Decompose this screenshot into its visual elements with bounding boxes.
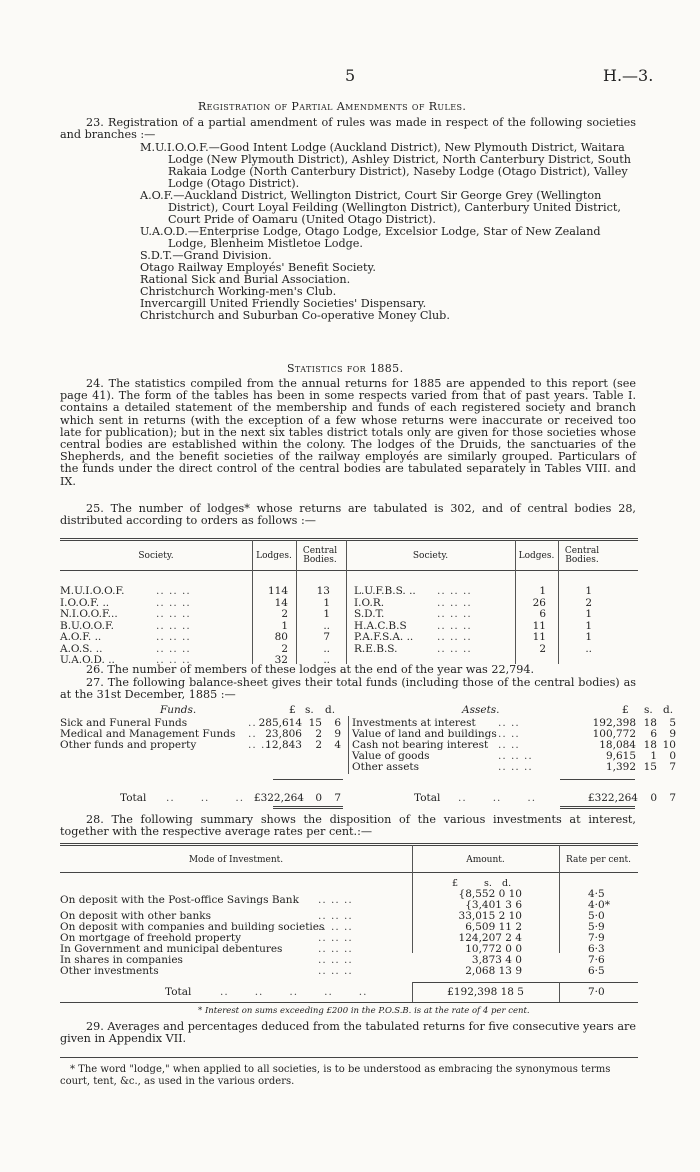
asset-label: Value of land and buildings xyxy=(352,728,497,740)
asset-shillings: 15 xyxy=(643,761,657,773)
asset-pounds: 9,615 xyxy=(605,750,636,762)
list-item: Invercargill United Friendly Societies' Dispensary. xyxy=(140,297,427,310)
central-count: 2 xyxy=(585,596,592,609)
col-mode: Mode of Investment. xyxy=(188,855,284,865)
col-rate: Rate per cent. xyxy=(565,855,632,865)
investment-mode: On deposit with the Post-office Savings Bank xyxy=(60,893,299,906)
shilling-sign: s. xyxy=(305,704,314,716)
asset-pounds: 100,772 xyxy=(592,728,636,740)
central-count: 1 xyxy=(585,619,592,632)
investment-amount: 124,207 2 4 xyxy=(458,932,522,944)
amendment-list xyxy=(140,142,636,322)
invest-note: * Interest on sums exceeding £200 in the P.O.S.B. is at the rate of 4 per cent. xyxy=(198,1006,530,1016)
central-count: .. xyxy=(323,642,330,655)
page-number: 5 xyxy=(345,66,356,85)
leader-dots: .. .. xyxy=(498,717,520,729)
investment-rate: 7·9 xyxy=(588,932,605,944)
investment-rate: 6·3 xyxy=(588,943,605,955)
asset-shillings: 18 xyxy=(643,717,657,729)
lodge-count: 14 xyxy=(274,596,288,609)
investment-amount: 3,873 4 0 xyxy=(471,954,522,966)
fund-shillings: 15 xyxy=(308,717,322,729)
pound-sign: £ xyxy=(622,704,629,716)
leader-dots: .. .. .. xyxy=(156,642,191,655)
fund-shillings: 2 xyxy=(315,739,322,751)
leader-dots: .. .. .. xyxy=(318,943,353,955)
central-count: 1 xyxy=(585,608,592,620)
society-name: L.U.F.B.S. .. xyxy=(354,585,416,597)
society-name: A.O.S. .. xyxy=(60,642,103,655)
paragraph-28: 28. The following summary shows the disposition of the various investments at interest, together with the respective average rates per cent.:— xyxy=(60,813,636,839)
leader-dots: .. .. .. xyxy=(156,631,191,643)
lodge-count: 1 xyxy=(281,619,288,632)
leader-dots: .. .. .. xyxy=(318,965,353,977)
col-society: Society. xyxy=(138,551,174,561)
fund-pence: 6 xyxy=(334,717,341,729)
paragraph-24: 24. The statistics compiled from the annual returns for 1885 are appended to this report (see page 41). The form of the tables has been in some respects varied from that of past years. Table I. contains a detailed statement of the membership and funds of each registered society and branch which sent in returns (with the exception of a few whose returns were inaccurate or received too late for publication); but in the next six tables district totals only are given for those societies whose central bodies are established within the colony. The lodges of the Druids, the sanctuaries of the Shepherds, and the benefit societies of the railway employés are similarly grouped. Particulars of the funds under the direct control of the central bodies are tabulated separately in Tables VIII. and IX. xyxy=(60,377,636,488)
col-lodges: Lodges. xyxy=(256,551,292,561)
list-item: M.U.I.O.O.F.—Good Intent Lodge (Auckland District), New Plymouth District, Waitara Lodge (New Plymouth District), Ashley District, North Canterbury District, South Rakaia Lodge (North Canterbury District), Naseby Lodge (Otago District), Valley Lodge (Otago District). xyxy=(140,141,631,190)
fund-label: Other funds and property xyxy=(60,739,197,751)
col-society: Society. xyxy=(412,551,449,561)
central-count: 1 xyxy=(323,596,330,609)
leader-dots: .. .. .. xyxy=(156,654,191,666)
lodge-count: 32 xyxy=(274,654,288,666)
investment-amount: 10,772 0 0 xyxy=(465,943,522,955)
leader-dots: .. .. .. xyxy=(318,921,353,933)
lodge-count: 11 xyxy=(532,619,546,632)
asset-shillings: 1 xyxy=(650,750,657,762)
leader-dots: .. .. .. xyxy=(437,631,472,643)
assets-heading: Assets. xyxy=(462,704,500,716)
list-item: S.D.T.—Grand Division. xyxy=(140,249,272,262)
investment-rate: 6·5 xyxy=(588,965,605,977)
society-name: I.O.R. xyxy=(354,596,385,609)
pound-sign: £ xyxy=(289,704,296,716)
investment-rate: 4·0* xyxy=(588,899,610,911)
leader-dots: .. .. .. xyxy=(498,761,533,773)
fund-pounds: 23,806 xyxy=(265,728,302,740)
pound-sign: £ xyxy=(452,878,459,889)
fund-shillings: 2 xyxy=(315,728,322,740)
society-name: U.A.O.D. .. xyxy=(60,654,115,666)
investment-mode: In Government and municipal debentures xyxy=(60,943,283,955)
assets-total-pounds: £322,264 xyxy=(587,792,638,804)
central-count: .. xyxy=(585,642,592,655)
investment-amount: 6,509 11 2 xyxy=(465,921,522,933)
pence-sign: d. xyxy=(325,704,336,716)
funds-total-pounds: £322,264 xyxy=(253,792,304,804)
central-count: .. xyxy=(323,654,330,666)
leader-dots: .. .. xyxy=(498,739,520,751)
invest-total-label: Total xyxy=(165,986,192,998)
lodge-count: 1 xyxy=(539,585,546,597)
assets-total-shillings: 0 xyxy=(650,792,657,804)
paragraph-25: 25. The number of lodges* whose returns are tabulated is 302, and of central bodies 28, distributed according to orders as follows :— xyxy=(60,502,636,528)
lodge-count: 2 xyxy=(281,642,288,655)
lodge-count: 6 xyxy=(539,608,546,620)
society-name: R.E.B.S. xyxy=(354,642,398,655)
society-name: B.U.O.O.F. xyxy=(60,619,114,632)
asset-pence: 5 xyxy=(669,717,676,729)
investment-mode: Other investments xyxy=(60,965,159,977)
society-name: I.O.O.F. .. xyxy=(60,596,110,609)
central-count: 13 xyxy=(316,585,330,597)
asset-label: Cash not bearing interest xyxy=(352,739,489,751)
asset-shillings: 18 xyxy=(643,739,657,751)
central-count: 1 xyxy=(585,631,592,643)
leader-dots: .. xyxy=(248,728,257,740)
central-count: 1 xyxy=(585,585,592,597)
investment-mode: On deposit with other banks xyxy=(60,910,212,922)
funds-total-pence: 7 xyxy=(334,792,341,804)
asset-pence: 10 xyxy=(662,739,676,751)
leader-dots: .. .. .. xyxy=(156,596,191,609)
shilling-sign: s. xyxy=(484,878,492,889)
asset-shillings: 6 xyxy=(650,728,657,740)
leader-dots: .. xyxy=(248,717,257,729)
leader-dots: .. .. .. .. .. xyxy=(220,986,368,998)
central-count: .. xyxy=(323,619,330,632)
lodge-count: 114 xyxy=(267,585,288,597)
asset-label: Other assets xyxy=(352,761,420,773)
asset-pence: 9 xyxy=(669,728,676,740)
society-name: M.U.I.O.O.F. xyxy=(60,585,125,597)
paragraph-29: 29. Averages and percentages deduced from the tabulated returns for five consecutive years are given in Appendix VII. xyxy=(60,1020,636,1046)
leader-dots: .. .. .. xyxy=(437,596,472,609)
society-name: S.D.T. xyxy=(354,608,385,620)
leader-dots: .. .. .. xyxy=(437,642,472,655)
list-item: Christchurch and Suburban Co-operative Money Club. xyxy=(140,309,450,322)
funds-heading: Funds. xyxy=(160,704,197,716)
investment-mode: On mortgage of freehold property xyxy=(60,932,242,944)
society-name: A.O.F. .. xyxy=(60,631,102,643)
col-amount: Amount. xyxy=(466,855,505,865)
lodge-count: 26 xyxy=(532,596,546,609)
leader-dots: .. .. .. xyxy=(437,619,472,632)
section-title-registration: Registration of Partial Amendments of Rules. xyxy=(198,100,467,113)
leader-dots: .. .. .. xyxy=(156,585,191,597)
section-title-statistics: Statistics for 1885. xyxy=(287,362,404,375)
leader-dots: .. .. .. xyxy=(318,893,353,906)
lodge-count: 2 xyxy=(281,608,288,620)
leader-dots: .. .. .. xyxy=(156,619,191,632)
funds-total-shillings: 0 xyxy=(315,792,322,804)
fund-pounds: 285,614 xyxy=(258,717,302,729)
lodge-count: 11 xyxy=(532,631,546,643)
investment-mode: In shares in companies xyxy=(60,954,183,966)
investment-amount: 33,015 2 10 xyxy=(458,910,522,922)
asset-pence: 0 xyxy=(669,750,676,762)
asset-label: Value of goods xyxy=(352,750,430,762)
list-item: Otago Railway Employés' Benefit Society. xyxy=(140,261,376,274)
leader-dots: .. .. .. xyxy=(318,932,353,944)
investment-rate: 5·9 xyxy=(588,921,605,933)
fund-pence: 4 xyxy=(334,739,341,751)
shilling-sign: s. xyxy=(644,704,653,716)
fund-pounds: 12,843 xyxy=(265,739,302,751)
central-count: 1 xyxy=(323,608,330,620)
col-lodges: Lodges. xyxy=(518,551,555,561)
fund-label: Medical and Management Funds xyxy=(60,728,236,740)
lodge-count: 2 xyxy=(539,642,546,655)
central-count: 7 xyxy=(323,631,330,643)
assets-total-label: Total xyxy=(414,792,441,804)
funds-total-label: Total xyxy=(120,792,147,804)
col-central: Central Bodies. xyxy=(564,546,600,565)
asset-pounds: 192,398 xyxy=(592,717,636,729)
paper-reference: H.—3. xyxy=(603,66,654,85)
list-item: Christchurch Working-men's Club. xyxy=(140,285,337,298)
leader-dots: .. .. .. xyxy=(318,954,353,966)
leader-dots: .. .. xyxy=(248,739,270,751)
leader-dots: .. .. .. xyxy=(498,750,533,762)
paragraph-27: 27. The following balance-sheet gives their total funds (including those of the central bodies) as at the 31st December, 1885 :— xyxy=(60,676,636,702)
list-item: U.A.O.D.—Enterprise Lodge, Otago Lodge, Excelsior Lodge, Star of New Zealand Lodge, Blenheim Mistletoe Lodge. xyxy=(140,225,601,250)
asset-label: Investments at interest xyxy=(352,717,476,729)
list-item: A.O.F.—Auckland District, Wellington District, Court Sir George Grey (Wellington District), Court Loyal Feilding (Wellington District), Canterbury United District, Court Pride of Oamaru (United Otago District). xyxy=(140,189,621,226)
invest-total-rate: 7·0 xyxy=(588,986,605,998)
investment-rate: 4·5 xyxy=(588,888,605,900)
investment-rate: 5·0 xyxy=(588,910,605,922)
leader-dots: .. .. .. xyxy=(437,608,472,620)
lodge-count: 80 xyxy=(274,631,288,643)
investment-amount: {3,401 3 6 xyxy=(465,899,522,911)
society-name: P.A.F.S.A. .. xyxy=(354,631,414,643)
list-item: Rational Sick and Burial Association. xyxy=(140,273,351,286)
paragraph-26: 26. The number of members of these lodges at the end of the year was 22,794. xyxy=(86,663,535,676)
society-name: N.I.O.O.F... xyxy=(60,608,118,620)
paragraph-23: 23. Registration of a partial amendment of rules was made in respect of the following societies and branches :— xyxy=(60,116,636,142)
fund-label: Sick and Funeral Funds xyxy=(60,717,188,729)
invest-total-amount: £192,398 18 5 xyxy=(447,986,524,998)
assets-total-pence: 7 xyxy=(669,792,676,804)
leader-dots: .. .. .. xyxy=(437,585,472,597)
leader-dots: .. .. .. xyxy=(156,608,191,620)
leader-dots: .. .. .. xyxy=(166,792,245,804)
investment-amount: {8,552 0 10 xyxy=(458,888,522,900)
col-central: Central Bodies. xyxy=(302,546,338,565)
leader-dots: .. .. xyxy=(498,728,520,740)
pence-sign: d. xyxy=(502,878,512,889)
pence-sign: d. xyxy=(663,704,674,716)
leader-dots: .. .. .. xyxy=(458,792,537,804)
asset-pounds: 1,392 xyxy=(605,761,636,773)
footnote: * The word "lodge," when applied to all societies, is to be understood as embracing the synonymous terms court, tent, &c., as used in the various orders. xyxy=(60,1064,611,1087)
asset-pence: 7 xyxy=(669,761,676,773)
investment-amount: 2,068 13 9 xyxy=(465,965,522,977)
leader-dots: .. .. .. xyxy=(318,910,353,922)
fund-pence: 9 xyxy=(334,728,341,740)
society-name: H.A.C.B.S xyxy=(354,619,407,632)
investment-mode: On deposit with companies and building societies xyxy=(60,921,325,933)
investment-rate: 7·6 xyxy=(588,954,605,966)
asset-pounds: 18,084 xyxy=(599,739,636,751)
